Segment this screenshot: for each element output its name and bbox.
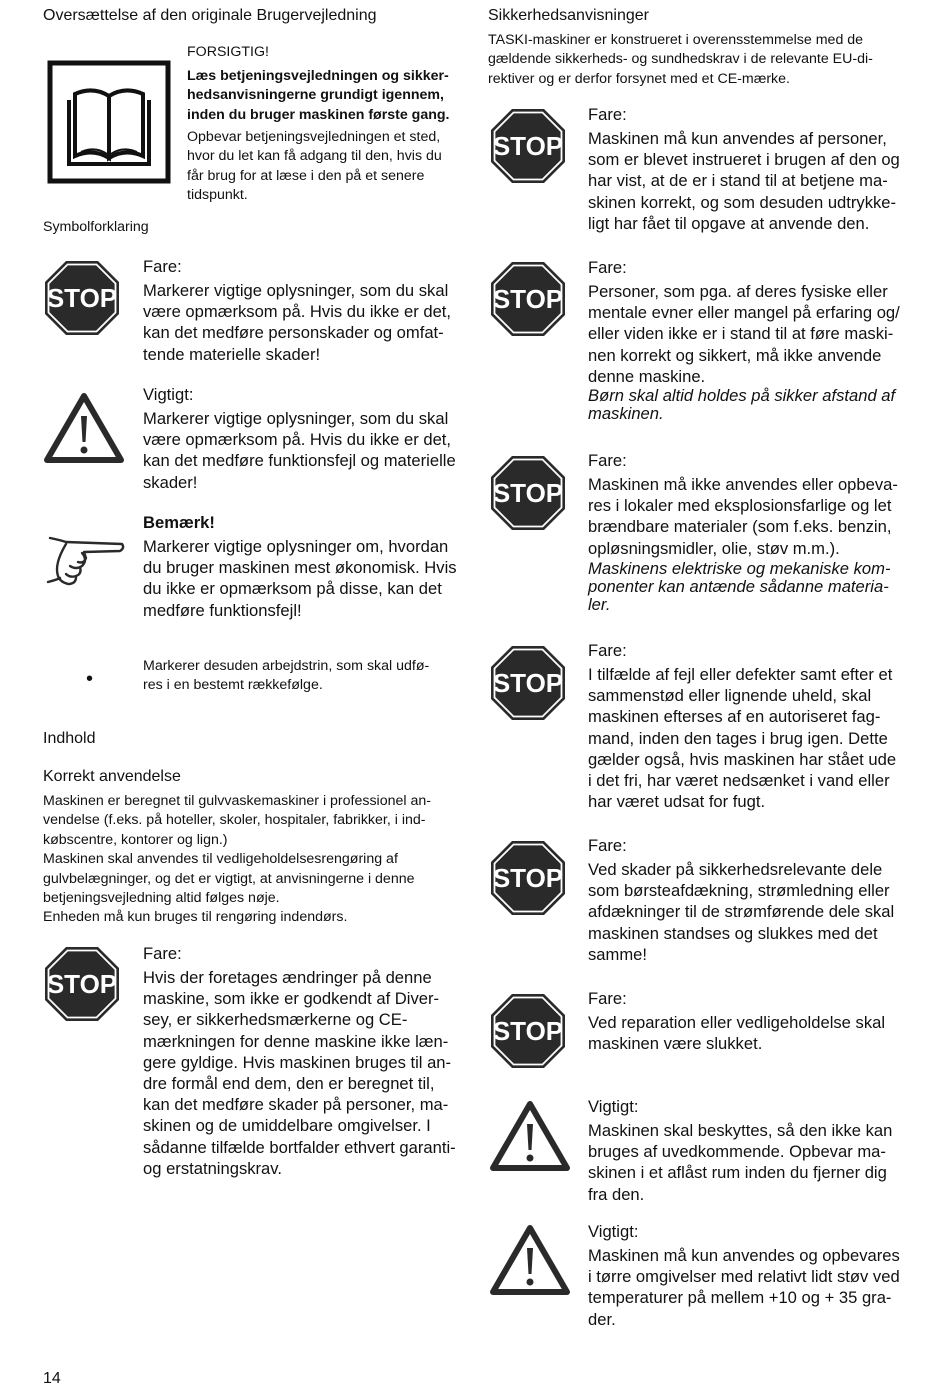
important-text: Maskinen skal beskyttes, så den ikke kan bruges af uvedkommende. Opbevar ma- skinen i et aflåst rum inden du fjerner dig fra den. [588, 1121, 893, 1204]
stop-icon [490, 108, 566, 184]
symbol-heading: Symbolforklaring [43, 219, 149, 235]
stop-icon [44, 946, 120, 1022]
important-label: Vigtigt: [588, 1222, 639, 1241]
safety-intro: TASKI-maskiner er konstrueret i overensstemmelse med de gældende sikkerheds- og sundhedskrav i de relevante EU-di- rektiver og er derfor forsynet med et CE-mærke. [488, 32, 873, 87]
symbol-important-label: Vigtigt: [143, 385, 194, 404]
stop-icon [490, 840, 566, 916]
page-number: 14 [43, 1370, 61, 1387]
important-text: Maskinen må kun anvendes og opbevares i tørre omgivelser med relativt lidt støv ved temperaturer på mellem +10 og + 35 gra- der. [588, 1246, 900, 1329]
danger-label: Fare: [588, 258, 627, 277]
svg-text:STOP: STOP [492, 478, 564, 508]
stop-icon [44, 260, 120, 336]
symbol-note-label: Bemærk! [143, 513, 215, 532]
danger-label: Fare: [588, 105, 627, 124]
danger-text: Personer, som pga. af deres fysiske eller mentale evner eller mangel på erfaring og/ eller viden ikke er i stand til at føre maski- nen korrekt og sikkert, må ikke anvende denne maskine. [588, 282, 900, 386]
svg-text:STOP: STOP [492, 284, 564, 314]
danger-modification-label: Fare: [143, 944, 182, 963]
warning-triangle-icon [43, 392, 125, 464]
symbol-important-text: Markerer vigtige oplysninger, som du skal være opmærksom på. Hvis du ikke er det, kan det medføre funktionsfejl og materielle skader! [143, 409, 456, 492]
symbol-note-text: Markerer vigtige oplysninger om, hvordan du bruger maskinen mest økonomisk. Hvis du ikke er opmærksom på disse, kan det medføre funktionsfejl! [143, 537, 457, 620]
contents-heading: Indhold [43, 730, 96, 747]
danger-label: Fare: [588, 836, 627, 855]
svg-text:STOP: STOP [46, 969, 118, 999]
manual-book-icon [47, 60, 171, 184]
correct-use-text: Maskinen er beregnet til gulvvaskemaskiner i professionel an- vendelse (f.eks. på hoteller, skoler, hospitaler, fabrikker, i ind- købscentre, kontorer og lign.) Maskinen skal anvendes til vedligeholdelsesrengøring af gulvbelægninger, og det er vigtigt, at anvisningerne i denne betjeningsvejledning altid følges nøje. Enheden må kun bruges til rengøring indendørs. [43, 793, 431, 926]
danger-text: Ved skader på sikkerhedsrelevante dele som børsteafdækning, strømledning eller afdækninger til de strømførende dele skal maskinen standses og slukkes med det samme! [588, 860, 895, 964]
danger-italic-note: Børn skal altid holdes på sikker afstand af maskinen. [588, 386, 896, 423]
bullet-symbol: • [86, 668, 94, 690]
danger-text: Ved reparation eller vedligeholdelse skal maskinen være slukket. [588, 1013, 886, 1054]
warning-triangle-icon [489, 1224, 571, 1296]
danger-text: Maskinen må ikke anvendes eller opbeva- res i lokaler med eksplosionsfarlige og let brændbare materialer (som f.eks. benzin, opløsningsmidler, olie, støv m.m.). [588, 475, 898, 558]
symbol-danger-text: Markerer vigtige oplysninger, som du skal være opmærksom på. Hvis du ikke er det, kan det medføre personskader og omfat- tende materielle skader! [143, 281, 452, 364]
svg-text:STOP: STOP [492, 131, 564, 161]
danger-label: Fare: [588, 641, 627, 660]
stop-icon [490, 645, 566, 721]
stop-icon [490, 993, 566, 1069]
caution-text: Opbevar betjeningsvejledningen et sted, hvor du let kan få adgang til den, hvis du får brug for at læse i den på et senere tidspunkt. [187, 129, 442, 204]
warning-triangle-icon [489, 1100, 571, 1172]
safety-heading: Sikkerhedsanvisninger [488, 7, 649, 24]
danger-text: Maskinen må kun anvendes af personer, som er blevet instrueret i brugen af den og har vist, at de er i stand til at betjene ma- skinen korrekt, og som desuden udtrykke- ligt har fået til opgave at anvende den. [588, 129, 900, 233]
danger-label: Fare: [588, 989, 627, 1008]
danger-text: I tilfælde af fejl eller defekter samt efter et sammenstød eller lignende uheld, skal maskinen efterses af en autoriseret fag- mand, inden den tages i brug igen. Dette gælder også, hvis maskinen har stået ude i det fri, har været nedsænket i vand eller har været udsat for fugt. [588, 665, 897, 812]
danger-italic-note: Maskinens elektriske og mekaniske kom- ponenter kan antænde sådanne materia- ler. [588, 559, 891, 614]
correct-use-heading: Korrekt anvendelse [43, 768, 181, 785]
caution-bold-text: Læs betjeningsvejledningen og sikker- hedsanvisningerne grundigt igennem, inden du bruger maskinen første gang. [187, 68, 450, 123]
caution-label: FORSIGTIG! [187, 44, 269, 60]
pointing-hand-icon [46, 532, 126, 590]
svg-text:STOP: STOP [46, 283, 118, 313]
important-label: Vigtigt: [588, 1097, 639, 1116]
stop-icon [490, 455, 566, 531]
svg-text:STOP: STOP [492, 863, 564, 893]
svg-text:STOP: STOP [492, 1016, 564, 1046]
svg-text:STOP: STOP [492, 668, 564, 698]
danger-modification-text: Hvis der foretages ændringer på denne maskine, som ikke er godkendt af Diver- sey, er sikkerhedsmærkerne og CE- mærkningen for denne maskine ikke læn- gere gyldige. Hvis maskinen bruges til an- dre formål end dem, den er beregnet til, kan det medføre skader på personer, ma- skinen og de umiddelbare omgivelser. I sådanne tilfælde bortfalder ethvert garanti- og erstatningskrav. [143, 968, 456, 1178]
stop-icon [490, 261, 566, 337]
danger-label: Fare: [588, 451, 627, 470]
main-title: Oversættelse af den originale Brugervejledning [43, 7, 377, 24]
symbol-danger-label: Fare: [143, 257, 182, 276]
bullet-text: Markerer desuden arbejdstrin, som skal udfø- res i en bestemt rækkefølge. [143, 658, 430, 694]
